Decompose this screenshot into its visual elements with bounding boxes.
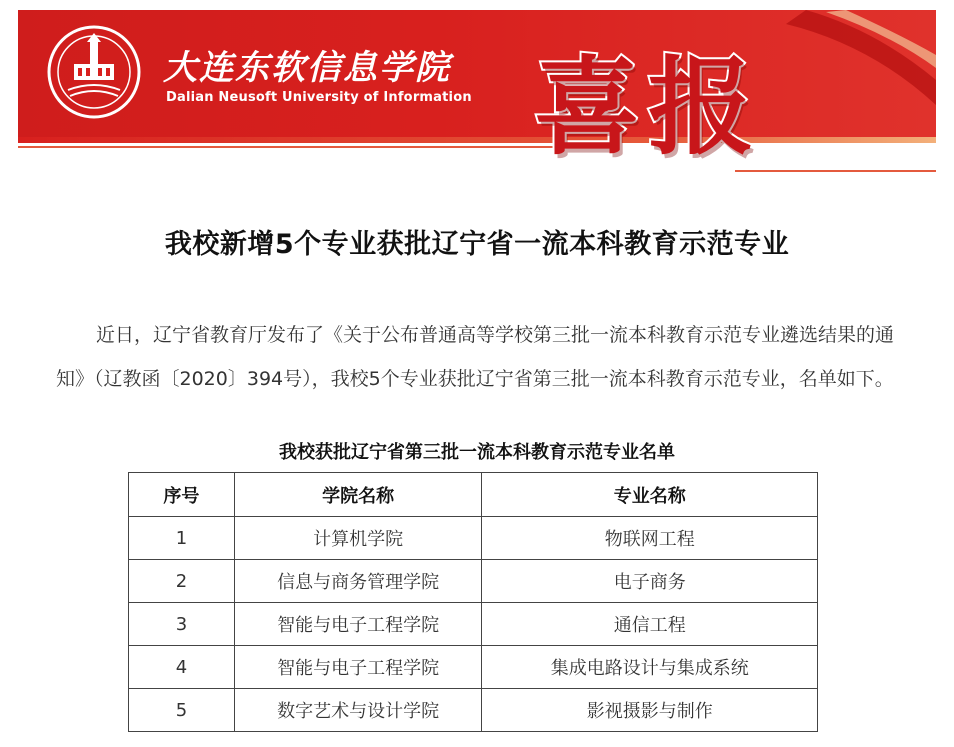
- header-banner: [18, 10, 936, 137]
- table-row: [129, 603, 818, 646]
- column-header: 专业名称: [482, 473, 818, 517]
- page-title: 我校新增5个专业获批辽宁省一流本科教育示范专业: [164, 229, 790, 260]
- decorative-ribbon: [786, 10, 936, 137]
- row-number: 1: [129, 517, 235, 560]
- major-name: 电子商务: [482, 560, 818, 603]
- major-name: 影视摄影与制作: [482, 689, 818, 732]
- banner-stripe: [18, 137, 936, 143]
- school-name-en: Dalian Neusoft University of Information: [166, 90, 472, 105]
- body-paragraph: 近日，辽宁省教育厅发布了《关于公布普通高等学校第三批一流本科教育示范专业遴选结果的通知》（辽教函〔2020〕394号），我校5个专业获批辽宁省第三批一流本科教育示范专业，名单如下。: [56, 324, 895, 390]
- column-header: 学院名称: [234, 473, 482, 517]
- column-header: 序号: [129, 473, 235, 517]
- major-name: 集成电路设计与集成系统: [482, 646, 818, 689]
- announcement-title: 喜报: [534, 46, 762, 169]
- school-name-cn: 大连东软信息学院: [163, 48, 451, 88]
- table-row: [129, 517, 818, 560]
- college-name: 信息与商务管理学院: [234, 560, 482, 603]
- major-name: 通信工程: [482, 603, 818, 646]
- college-name: 智能与电子工程学院: [234, 603, 482, 646]
- college-name: 数字艺术与设计学院: [234, 689, 482, 732]
- divider-line: [18, 146, 558, 148]
- major-name: 物联网工程: [482, 517, 818, 560]
- row-number: 2: [129, 560, 235, 603]
- table-row: [129, 646, 818, 689]
- college-name: 计算机学院: [234, 517, 482, 560]
- university-seal-icon: [46, 24, 142, 120]
- row-number: 3: [129, 603, 235, 646]
- college-name: 智能与电子工程学院: [234, 646, 482, 689]
- table-row: [129, 560, 818, 603]
- divider-line-right: [735, 170, 936, 172]
- table-header-row: [129, 473, 818, 517]
- row-number: 5: [129, 689, 235, 732]
- majors-table: [128, 472, 818, 732]
- row-number: 4: [129, 646, 235, 689]
- table-title: 我校获批辽宁省第三批一流本科教育示范专业名单: [279, 442, 675, 463]
- table-row: [129, 689, 818, 732]
